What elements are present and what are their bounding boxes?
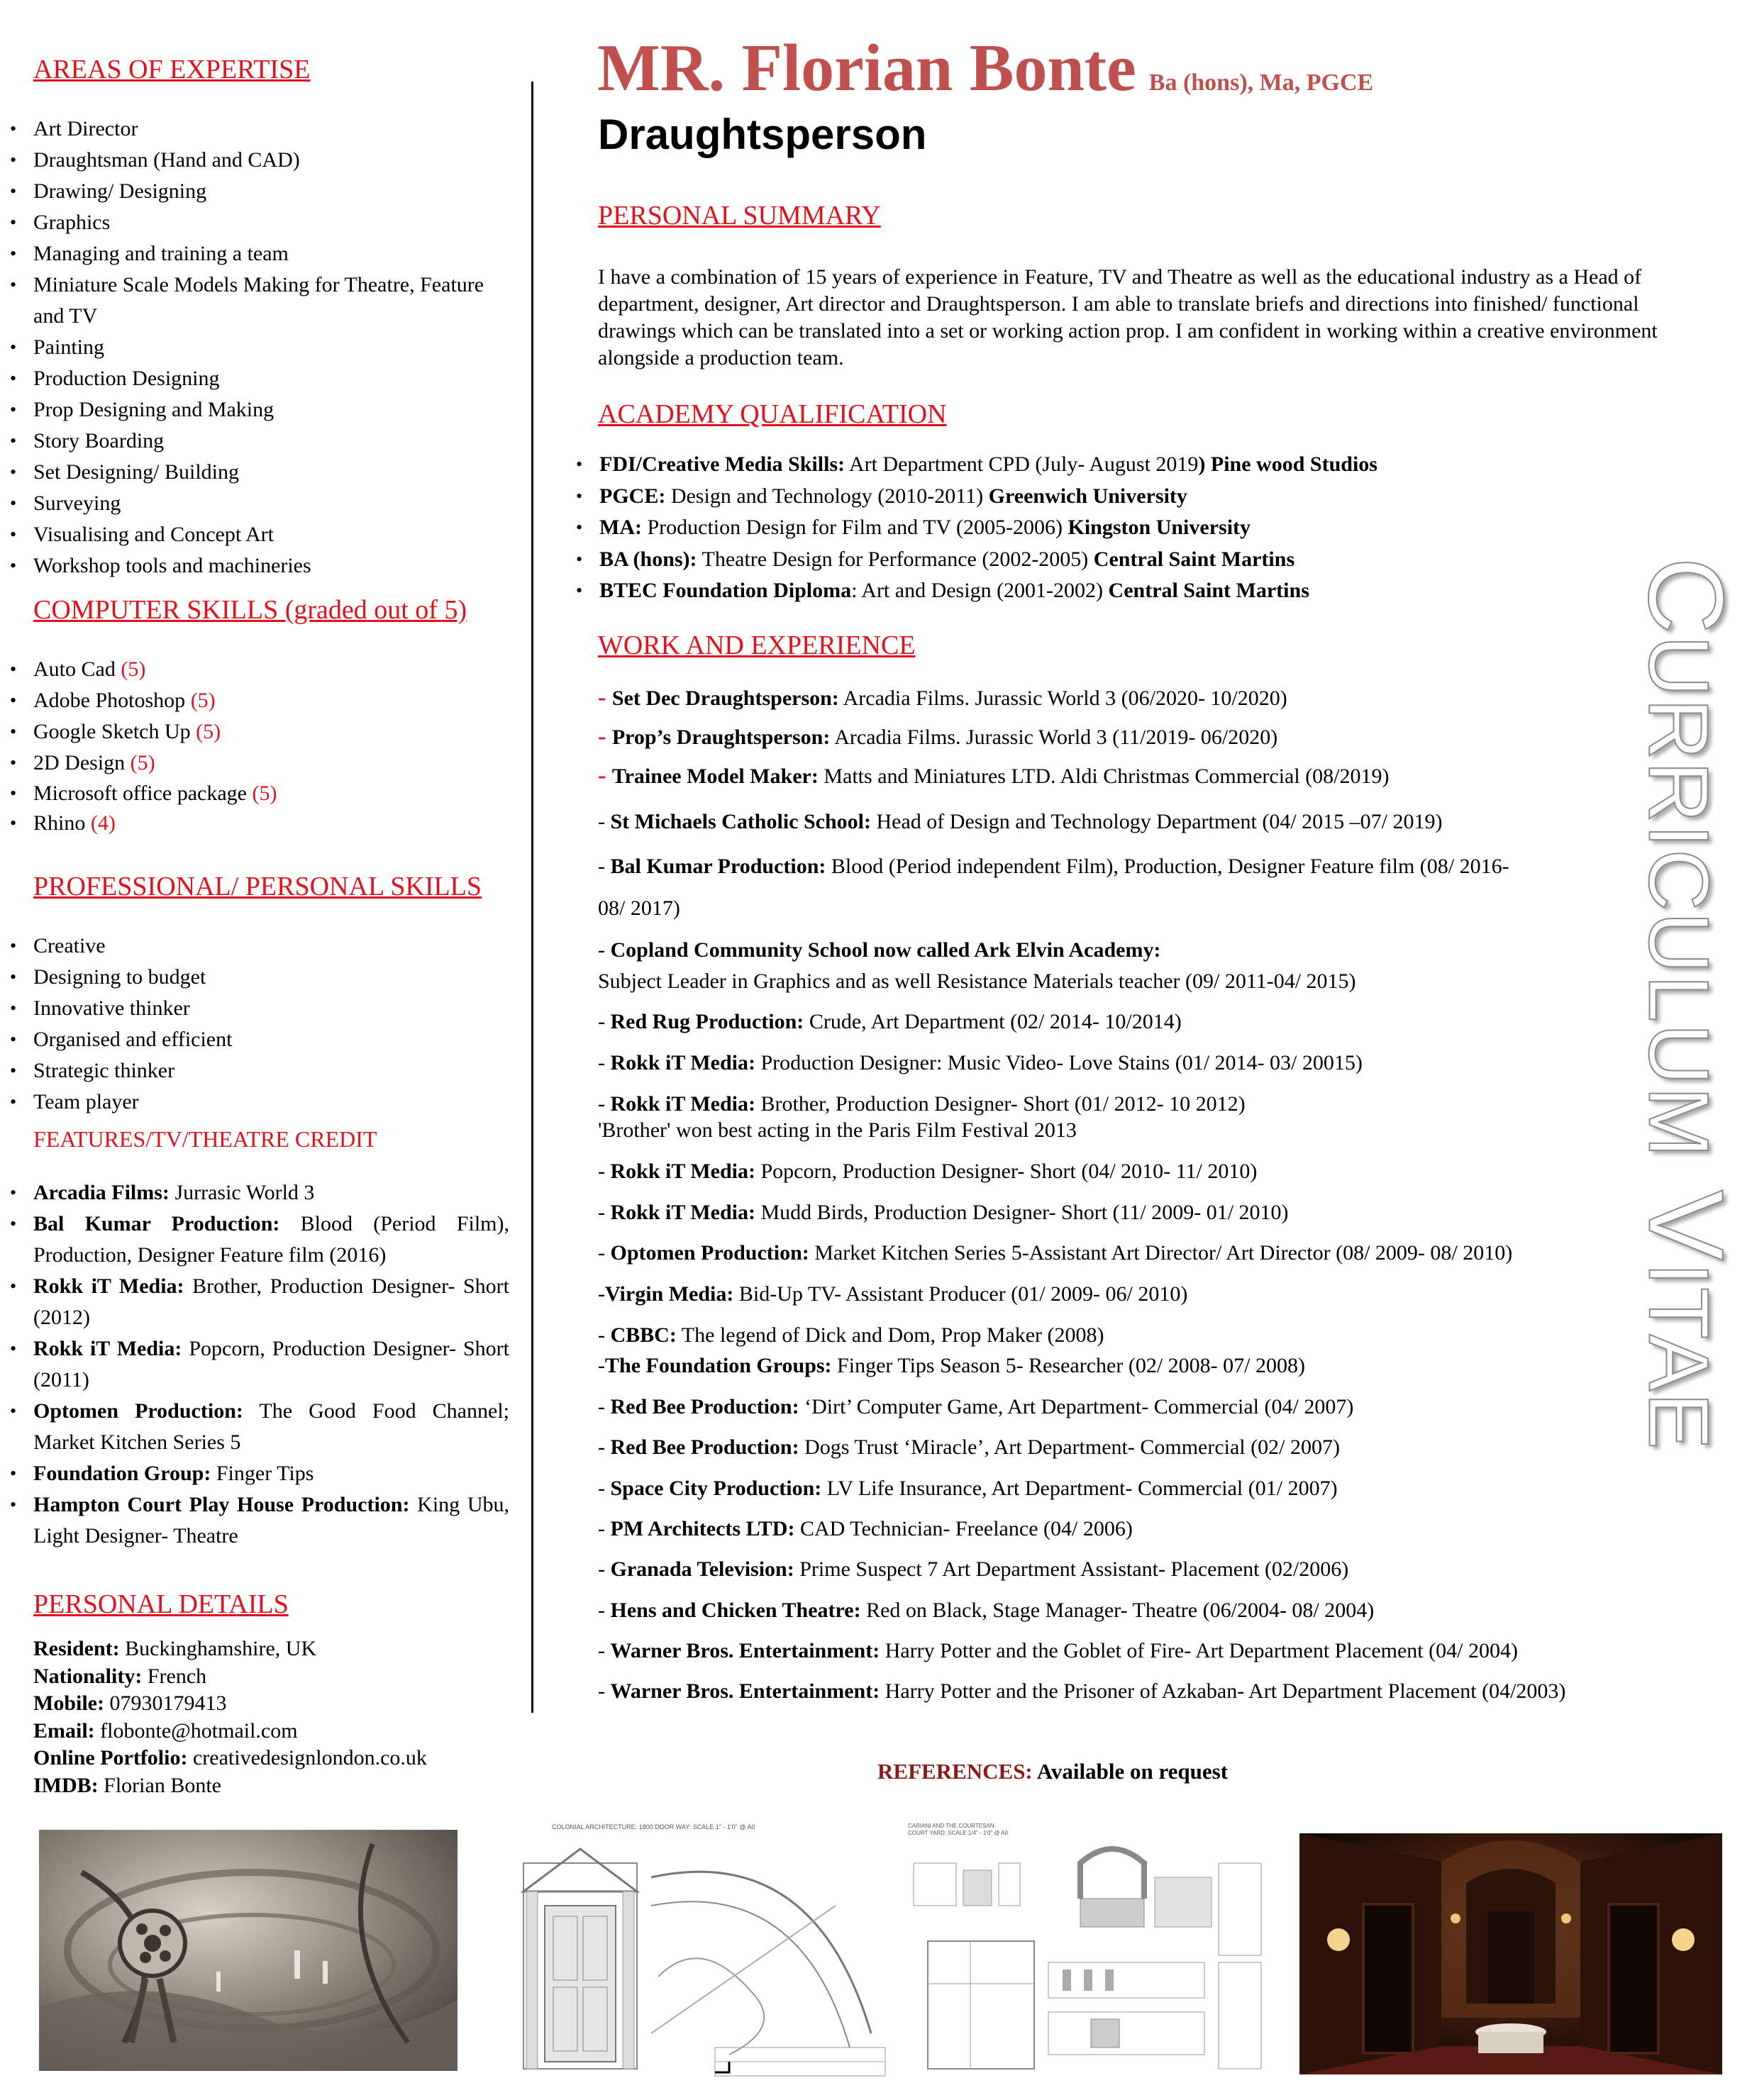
work-item xyxy=(598,1515,1133,1543)
skill-name: Auto Cad xyxy=(33,657,121,681)
credit-company: Rokk iT Media: xyxy=(33,1274,184,1298)
skill-item xyxy=(10,716,499,748)
work-dash: - xyxy=(598,1010,611,1033)
qualification-detail: Theatre Design for Performance (2002-2005) xyxy=(697,547,1094,571)
portfolio-image-cariani-drawing xyxy=(907,1821,1268,2083)
work-heading: WORK AND EXPERIENCE xyxy=(598,630,916,660)
references xyxy=(877,1759,1228,1784)
job-title: Draughtsperson xyxy=(598,111,927,158)
work-dash: - xyxy=(598,1051,611,1074)
credit-company: Rokk iT Media: xyxy=(33,1337,182,1360)
work-dash: - xyxy=(598,1679,611,1703)
detail-label: Resident: xyxy=(33,1637,120,1660)
skill-grade: (5) xyxy=(190,689,216,712)
credit-company: Arcadia Films: xyxy=(33,1181,170,1204)
detail-label: IMDB: xyxy=(33,1773,99,1797)
work-item xyxy=(598,1280,1187,1309)
work-role: Virgin Media: xyxy=(605,1282,734,1306)
vt-c: C xyxy=(1626,557,1746,635)
expertise-item: • Graphics xyxy=(10,207,499,238)
work-item xyxy=(598,967,1356,996)
work-dash: - xyxy=(598,1599,611,1622)
work-detail: Dogs Trust ‘Miracle’, Art Department- Commercial (02/ 2007) xyxy=(799,1435,1340,1459)
work-detail: Finger Tips Season 5- Researcher (02/ 2008- 07/ 2008) xyxy=(831,1354,1305,1377)
vt-v: V xyxy=(1626,1189,1746,1262)
corridor-render-illustration xyxy=(1299,1833,1722,2074)
expertise-list xyxy=(10,113,499,582)
work-role: Warner Bros. Entertainment: xyxy=(610,1679,880,1703)
references-label: REFERENCES: xyxy=(877,1759,1033,1784)
work-item xyxy=(598,1596,1374,1625)
concept-art-illustration xyxy=(39,1830,458,2071)
qualification-detail: Design and Technology (2010-2011) xyxy=(665,484,989,508)
expertise-item: • Miniature Scale Models Making for Theatre, Feature and TV xyxy=(10,270,499,332)
work-dash: - xyxy=(598,1092,611,1116)
work-role: Optomen Production: xyxy=(610,1241,809,1265)
detail-row xyxy=(33,1690,427,1718)
work-detail: Popcorn, Production Designer- Short (04/ 2010- 11/ 2010) xyxy=(755,1160,1258,1183)
work-item xyxy=(598,808,1443,836)
work-role: Space City Production: xyxy=(610,1477,822,1500)
expertise-item: • Draughtsman (Hand and CAD) xyxy=(10,145,499,176)
work-item xyxy=(598,1049,1363,1077)
work-dash: - xyxy=(598,1354,605,1377)
detail-row xyxy=(33,1718,427,1745)
credit-text: Finger Tips xyxy=(211,1462,314,1485)
work-dash: - xyxy=(598,762,612,789)
work-detail: Arcadia Films. Jurassic World 3 (11/2019- 06/2020) xyxy=(830,726,1278,749)
work-role: Rokk iT Media: xyxy=(610,1092,755,1116)
work-dash: - xyxy=(598,1639,611,1662)
qualification-name: BA (hons): xyxy=(599,547,697,571)
detail-value: 07930179413 xyxy=(104,1691,227,1715)
qualification-institution: Greenwich University xyxy=(988,484,1187,508)
work-role: Rokk iT Media: xyxy=(610,1201,755,1224)
qualification-detail: : Art and Design (2001-2002) xyxy=(851,579,1109,602)
skill-grade: (5) xyxy=(130,751,155,774)
credit-text: Blood (Period Film), Production, Designer Feature film (2016) xyxy=(33,1212,509,1267)
personal-skills-list xyxy=(10,930,499,1118)
skill-name: Google Sketch Up xyxy=(33,720,196,743)
personal-details-heading: PERSONAL DETAILS xyxy=(33,1589,289,1619)
skill-name: Microsoft office package xyxy=(33,782,253,805)
work-dash: - xyxy=(598,723,612,750)
personal-skill-item: • Strategic thinker xyxy=(10,1055,499,1087)
work-dash: - xyxy=(598,1323,611,1347)
work-detail: Market Kitchen Series 5-Assistant Art Director/ Art Director (08/ 2009- 08/ 2010) xyxy=(809,1241,1513,1265)
work-dash: - xyxy=(598,938,611,962)
work-role: CBBC: xyxy=(610,1323,677,1347)
qualification-item xyxy=(576,481,1583,513)
work-detail: Subject Leader in Graphics and as well Resistance Materials teacher (09/ 2011-04/ 2015) xyxy=(598,970,1356,993)
work-item xyxy=(598,1555,1348,1584)
personal-skill-item: • Designing to budget xyxy=(10,962,499,993)
work-role: St Michaels Catholic School: xyxy=(610,810,871,833)
work-detail: 08/ 2017) xyxy=(598,896,680,920)
work-detail: Red on Black, Stage Manager- Theatre (06/2004- 08/ 2004) xyxy=(860,1599,1375,1622)
detail-row xyxy=(33,1663,427,1691)
work-detail: Harry Potter and the Prisoner of Azkaban- Art Department Placement (04/2003) xyxy=(880,1679,1566,1703)
qualification-item xyxy=(576,512,1583,544)
work-role: Warner Bros. Entertainment: xyxy=(610,1639,880,1662)
work-dash: - xyxy=(598,1241,611,1265)
work-detail: ‘Dirt’ Computer Game, Art Department- Commercial (04/ 2007) xyxy=(799,1395,1354,1418)
qualification-item xyxy=(576,544,1583,576)
skill-name: Rhino xyxy=(33,811,91,835)
work-role: Granada Television: xyxy=(610,1557,794,1581)
qualification-institution: Kingston University xyxy=(1068,516,1251,539)
expertise-item: • Story Boarding xyxy=(10,426,499,457)
vt-urriculum: URRICULUM xyxy=(1631,635,1726,1159)
detail-value: Buckinghamshire, UK xyxy=(119,1637,317,1660)
work-dash: - xyxy=(598,1395,611,1418)
detail-value: Florian Bonte xyxy=(98,1773,221,1797)
candidate-name xyxy=(597,30,1373,106)
work-role: Bal Kumar Production: xyxy=(610,855,826,878)
work-role: Rokk iT Media: xyxy=(610,1051,755,1074)
work-item xyxy=(598,1116,1077,1145)
work-dash: - xyxy=(598,1282,605,1306)
skill-name: 2D Design xyxy=(33,751,131,774)
expertise-item: • Managing and training a team xyxy=(10,238,499,270)
credit-item xyxy=(10,1177,509,1209)
work-dash: - xyxy=(598,1517,611,1540)
work-detail: Head of Design and Technology Department (04/ 2015 –07/ 2019) xyxy=(871,810,1443,833)
work-dash: - xyxy=(598,1160,611,1183)
personal-skill-item: • Creative xyxy=(10,930,499,962)
work-dash: - xyxy=(598,1201,611,1224)
cariani-drawing-label-1: CARIANI AND THE COURTESAN- xyxy=(908,1823,997,1829)
qualification-detail: Art Department CPD (July- August 2019 xyxy=(845,452,1199,476)
credits-heading: FEATURES/TV/THEATRE CREDIT xyxy=(33,1126,377,1152)
work-item xyxy=(598,762,1390,791)
work-dash: - xyxy=(598,1477,611,1500)
column-divider xyxy=(531,82,533,1713)
work-item xyxy=(598,936,1160,965)
summary-heading: PERSONAL SUMMARY xyxy=(598,201,881,230)
work-dash: - xyxy=(598,684,612,711)
qualification-name: BTEC Foundation Diploma xyxy=(599,579,852,602)
qualification-detail: Production Design for Film and TV (2005-2006) xyxy=(641,516,1068,539)
skill-grade: (5) xyxy=(252,782,277,805)
skill-item xyxy=(10,685,499,716)
qualification-name: PGCE: xyxy=(599,484,666,508)
work-role: The Foundation Groups: xyxy=(605,1354,832,1377)
credit-text: The Good Food Channel; Market Kitchen Series 5 xyxy=(33,1399,509,1454)
work-role: Red Bee Production: xyxy=(610,1435,799,1459)
credit-item xyxy=(10,1396,509,1458)
portfolio-image-concept-art xyxy=(39,1830,458,2071)
work-dash: - xyxy=(598,1557,611,1581)
work-role: Copland Community School now called Ark Elvin Academy: xyxy=(610,938,1161,962)
skill-item xyxy=(10,779,499,809)
credit-item xyxy=(10,1271,509,1333)
personal-skill-item: • Team player xyxy=(10,1087,499,1118)
colonial-drawing-label: COLONIAL ARCHITECTURE: 1800 DOOR WAY: SCALE 1" - 1'0" @ A0 xyxy=(552,1823,755,1830)
work-role: Prop’s Draughtsperson: xyxy=(611,726,831,749)
credit-item xyxy=(10,1489,509,1552)
qualification-list xyxy=(576,449,1583,607)
work-item xyxy=(598,1321,1104,1350)
credit-company: Bal Kumar Production: xyxy=(33,1212,280,1235)
work-dash: - xyxy=(598,855,611,878)
personal-skill-item: • Innovative thinker xyxy=(10,993,499,1024)
portfolio-image-colonial-drawing xyxy=(516,1821,892,2082)
work-detail: CAD Technician- Freelance (04/ 2006) xyxy=(794,1517,1133,1540)
computer-skills-list xyxy=(10,654,499,838)
work-role: Hens and Chicken Theatre: xyxy=(610,1599,861,1622)
qualification-heading: ACADEMY QUALIFICATION xyxy=(598,399,947,429)
skill-item xyxy=(10,809,499,838)
expertise-item: • Art Director xyxy=(10,113,499,145)
cariani-courtyard-drawing xyxy=(907,1821,1268,2083)
detail-value: creativedesignlondon.co.uk xyxy=(187,1746,427,1770)
personal-skills-heading: PROFESSIONAL/ PERSONAL SKILLS xyxy=(33,872,482,901)
skill-item xyxy=(10,748,499,779)
work-role: Red Rug Production: xyxy=(610,1010,804,1033)
personal-skill-item: • Organised and efficient xyxy=(10,1024,499,1055)
detail-label: Online Portfolio: xyxy=(33,1746,188,1770)
work-dash: - xyxy=(598,1435,611,1459)
work-item xyxy=(598,1090,1246,1118)
references-value: Available on request xyxy=(1032,1759,1229,1784)
expertise-item: • Painting xyxy=(10,332,499,363)
personal-details xyxy=(33,1635,427,1799)
detail-label: Mobile: xyxy=(33,1691,104,1715)
work-role: Trainee Model Maker: xyxy=(611,765,819,788)
qualification-institution: Central Saint Martins xyxy=(1108,579,1309,602)
work-item xyxy=(598,852,1509,881)
expertise-heading: AREAS OF EXPERTISE xyxy=(33,55,311,84)
expertise-item: • Production Designing xyxy=(10,363,499,394)
qualification-item xyxy=(576,575,1583,607)
work-detail: LV Life Insurance, Art Department- Commercial (01/ 2007) xyxy=(821,1477,1338,1500)
credit-item xyxy=(10,1333,509,1396)
qualification-name: MA: xyxy=(599,516,642,539)
work-item xyxy=(598,1239,1512,1267)
work-detail: Crude, Art Department (02/ 2014- 10/2014) xyxy=(804,1010,1182,1033)
work-role: PM Architects LTD: xyxy=(610,1517,795,1540)
work-item xyxy=(598,1393,1353,1421)
detail-label: Nationality: xyxy=(33,1664,143,1688)
qualification-institution: ) Pine wood Studios xyxy=(1198,452,1377,476)
summary-text: I have a combination of 15 years of experience in Feature, TV and Theatre as well as the educational industry as a Head of department, designer, Art director and Draughtsperson. I am able to translate briefs and directions into finished/ functional drawings which can be translated into a set or working action prop. I am confident in working within a creative environment alongside a production team. xyxy=(598,265,1658,370)
colonial-doorway-drawing xyxy=(516,1821,892,2082)
work-item xyxy=(598,1474,1338,1503)
work-item xyxy=(598,1199,1289,1227)
work-detail: Bid-Up TV- Assistant Producer (01/ 2009- 06/ 2010) xyxy=(733,1282,1188,1306)
work-dash: - xyxy=(598,810,611,833)
work-detail: Blood (Period independent Film), Production, Designer Feature film (08/ 2016- xyxy=(826,855,1509,878)
credits-list xyxy=(10,1177,509,1552)
qualification-item xyxy=(576,449,1583,481)
detail-value: flobonte@hotmail.com xyxy=(94,1718,298,1743)
expertise-item: • Workshop tools and machineries xyxy=(10,550,499,582)
detail-row xyxy=(33,1635,427,1663)
credit-text: Brother, Production Designer- Short (2012) xyxy=(33,1274,510,1329)
vertical-title-text xyxy=(1625,557,1748,1450)
detail-value: French xyxy=(142,1664,207,1688)
expertise-item: • Set Designing/ Building xyxy=(10,457,499,488)
portfolio-image-corridor-render xyxy=(1299,1833,1722,2074)
work-item xyxy=(598,894,680,923)
work-detail: Brother, Production Designer- Short (01/ 2012- 10 2012) xyxy=(755,1092,1246,1116)
work-item xyxy=(598,1157,1257,1186)
credit-company: Hampton Court Play House Production: xyxy=(33,1493,410,1516)
detail-row xyxy=(33,1772,427,1800)
work-detail: Arcadia Films. Jurassic World 3 (06/2020- 10/2020) xyxy=(838,687,1287,710)
detail-label: Email: xyxy=(33,1718,95,1743)
work-detail: Matts and Miniatures LTD. Aldi Christmas Commercial (08/2019) xyxy=(818,765,1390,788)
computer-skills-heading: COMPUTER SKILLS (graded out of 5) xyxy=(33,595,467,625)
credit-text: King Ubu, Light Designer- Theatre xyxy=(33,1493,509,1548)
work-detail: The legend of Dick and Dom, Prop Maker (2008) xyxy=(676,1323,1104,1347)
name-text: MR. Florian Bonte xyxy=(597,31,1136,105)
work-role: Rokk iT Media: xyxy=(610,1160,755,1183)
work-item xyxy=(598,1677,1565,1706)
credit-company: Foundation Group: xyxy=(33,1462,211,1485)
detail-row xyxy=(33,1745,427,1772)
work-item xyxy=(598,1637,1518,1665)
work-detail: Prime Suspect 7 Art Department Assistant- Placement (02/2006) xyxy=(794,1557,1349,1581)
curriculum-vitae-vertical-title xyxy=(1612,418,1752,1589)
work-item xyxy=(598,1352,1305,1380)
skill-grade: (5) xyxy=(196,720,221,743)
expertise-item: • Drawing/ Designing xyxy=(10,176,499,207)
work-item xyxy=(598,1433,1340,1462)
credentials: Ba (hons), Ma, PGCE xyxy=(1148,70,1374,96)
work-detail: Mudd Birds, Production Designer- Short (11/ 2009- 01/ 2010) xyxy=(755,1201,1289,1224)
credit-text: Jurrasic World 3 xyxy=(169,1181,315,1204)
work-item xyxy=(598,684,1287,713)
work-detail: Harry Potter and the Goblet of Fire- Art Department Placement (04/ 2004) xyxy=(880,1639,1518,1662)
qualification-institution: Central Saint Martins xyxy=(1093,547,1295,571)
skill-grade: (4) xyxy=(90,811,116,835)
qualification-name: FDI/Creative Media Skills: xyxy=(599,452,845,476)
expertise-item: • Visualising and Concept Art xyxy=(10,519,499,550)
work-detail: Production Designer: Music Video- Love Stains (01/ 2014- 03/ 20015) xyxy=(755,1051,1363,1074)
work-role: Set Dec Draughtsperson: xyxy=(611,687,839,710)
skill-grade: (5) xyxy=(121,657,146,681)
credit-item xyxy=(10,1209,509,1271)
work-item xyxy=(598,1008,1182,1036)
cariani-drawing-label-2: COURT YARD: SCALE 1/4" - 1'0" @ A0 xyxy=(908,1830,1009,1836)
work-role: Red Bee Production: xyxy=(610,1395,799,1418)
credit-text: Popcorn, Production Designer- Short (2011) xyxy=(33,1337,509,1391)
work-item xyxy=(598,723,1277,752)
work-detail: 'Brother' won best acting in the Paris Film Festival 2013 xyxy=(598,1118,1077,1142)
credit-item xyxy=(10,1458,509,1489)
credit-company: Optomen Production: xyxy=(33,1399,243,1423)
expertise-item: • Prop Designing and Making xyxy=(10,394,499,426)
expertise-item: • Surveying xyxy=(10,488,499,519)
skill-item xyxy=(10,654,499,685)
vt-itae: ITAE xyxy=(1631,1262,1726,1450)
skill-name: Adobe Photoshop xyxy=(33,689,191,712)
